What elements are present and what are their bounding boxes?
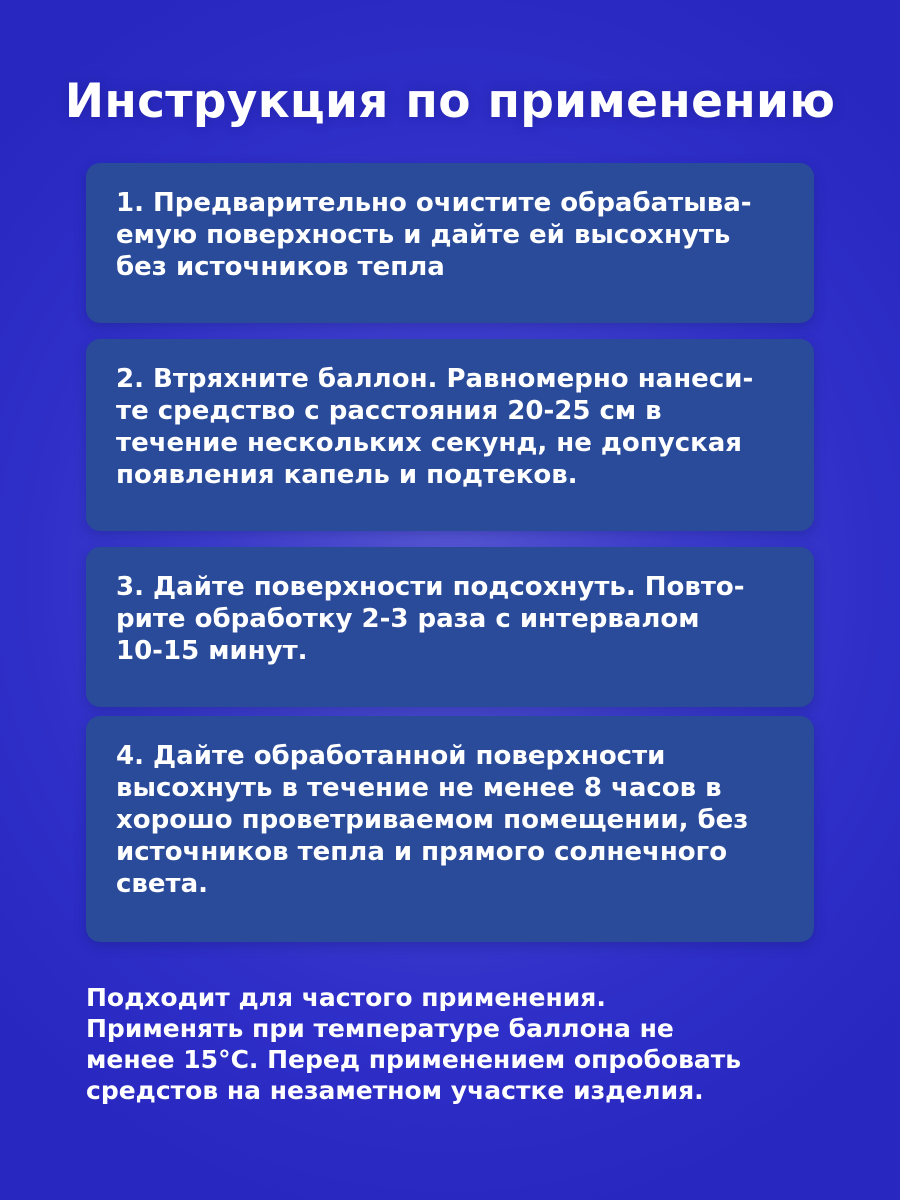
usage-note: Подходит для частого применения. Применять при температуре баллона не менее 15°С. Перед применением опробовать средстов на незаметном участке изделия. <box>86 983 742 1105</box>
instruction-step-3 <box>86 547 814 707</box>
step-1-text: 1. Предварительно очистите обрабатыва- емую поверхность и дайте ей высохнуть без источников тепла <box>116 188 752 282</box>
page-title: Инструкция по применению <box>64 74 836 129</box>
instruction-step-1 <box>86 163 814 323</box>
step-4-text: 4. Дайте обработанной поверхности высохнуть в течение не менее 8 часов в хорошо проветриваемом помещении, без источников тепла и прямого солнечного света. <box>116 741 749 899</box>
step-3-text: 3. Дайте поверхности подсохнуть. Повто- рите обработку 2-3 раза с интервалом 10-15 минут. <box>116 572 745 666</box>
instruction-step-4 <box>86 716 814 942</box>
instruction-step-2 <box>86 339 814 531</box>
step-2-text: 2. Втряхните баллон. Равномерно нанеси- те средство с расстояния 20-25 см в течение нескольких секунд, не допуская появления капель и подтеков. <box>116 364 754 490</box>
